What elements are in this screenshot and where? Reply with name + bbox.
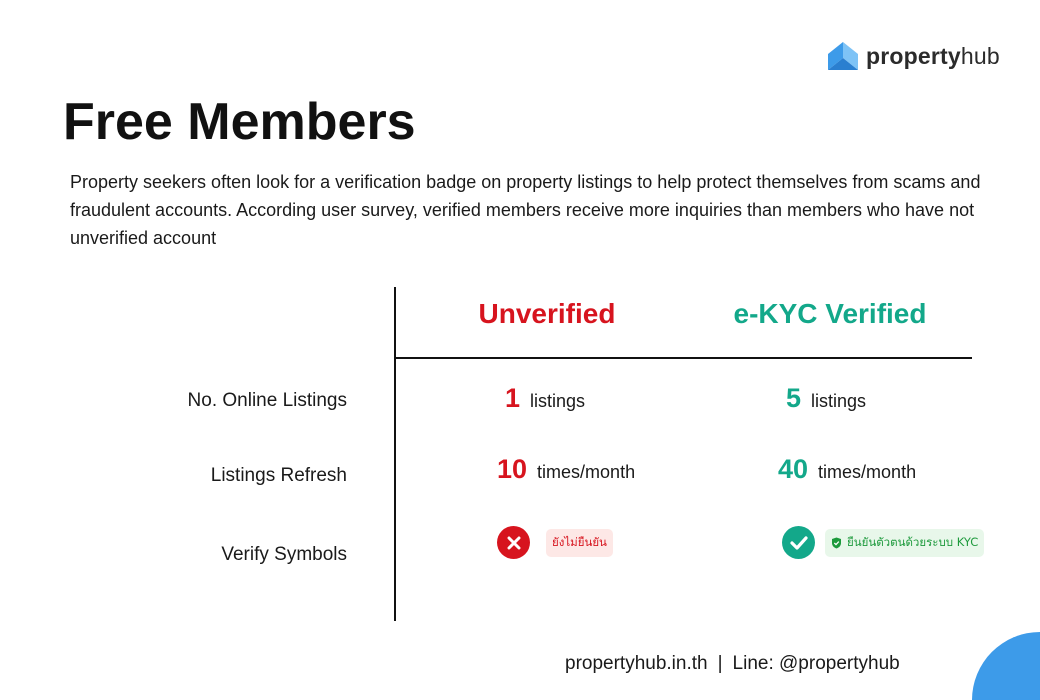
row-label-refresh: Listings Refresh bbox=[210, 465, 347, 486]
corner-decoration bbox=[972, 632, 1040, 700]
cell-verified-symbol bbox=[782, 526, 984, 559]
column-header-verified: e-KYC Verified bbox=[733, 298, 927, 329]
footer-website-link[interactable]: propertyhub.in.th bbox=[565, 653, 708, 674]
verified-badge: ยืนยันตัวตนด้วยระบบ KYC bbox=[825, 529, 984, 557]
cell-unverified-listings bbox=[505, 383, 585, 414]
cell-unverified-symbol bbox=[497, 526, 613, 559]
page-description: Property seekers often look for a verification badge on property listings to help protect themselves from scams and fraudulent accounts. According user survey, verified members receive more inquiries than members who have not unverified account bbox=[70, 172, 981, 248]
footer-contact bbox=[565, 653, 900, 675]
unverified-listings-unit: listings bbox=[530, 391, 586, 411]
logo-text: propertyhub bbox=[866, 42, 1000, 69]
unverified-refresh-value: 10 bbox=[497, 454, 528, 484]
unverified-badge: ยังไม่ยืนยัน bbox=[546, 529, 613, 557]
verified-listings-unit: listings bbox=[811, 391, 867, 411]
x-circle-icon bbox=[497, 526, 530, 559]
row-label-listings: No. Online Listings bbox=[187, 390, 347, 411]
column-header-unverified: Unverified bbox=[478, 298, 616, 329]
table-vertical-divider bbox=[394, 287, 396, 621]
table-horizontal-divider bbox=[394, 357, 972, 359]
logo-house-icon bbox=[826, 40, 860, 72]
verified-refresh-value: 40 bbox=[778, 454, 809, 484]
row-label-symbols: Verify Symbols bbox=[221, 544, 347, 565]
check-circle-icon bbox=[782, 526, 815, 559]
verified-listings-value: 5 bbox=[786, 383, 802, 413]
unverified-listings-value: 1 bbox=[505, 383, 521, 413]
unverified-refresh-unit: times/month bbox=[537, 462, 636, 482]
page-title: Free Members bbox=[63, 93, 416, 151]
cell-verified-listings bbox=[786, 383, 866, 414]
cell-verified-refresh bbox=[778, 454, 916, 485]
cell-unverified-refresh bbox=[497, 454, 635, 485]
shield-check-icon bbox=[831, 537, 842, 549]
footer-line-id[interactable]: Line: @propertyhub bbox=[732, 653, 900, 674]
brand-logo bbox=[826, 40, 1000, 72]
verified-refresh-unit: times/month bbox=[818, 462, 917, 482]
footer-separator: | bbox=[717, 653, 723, 674]
